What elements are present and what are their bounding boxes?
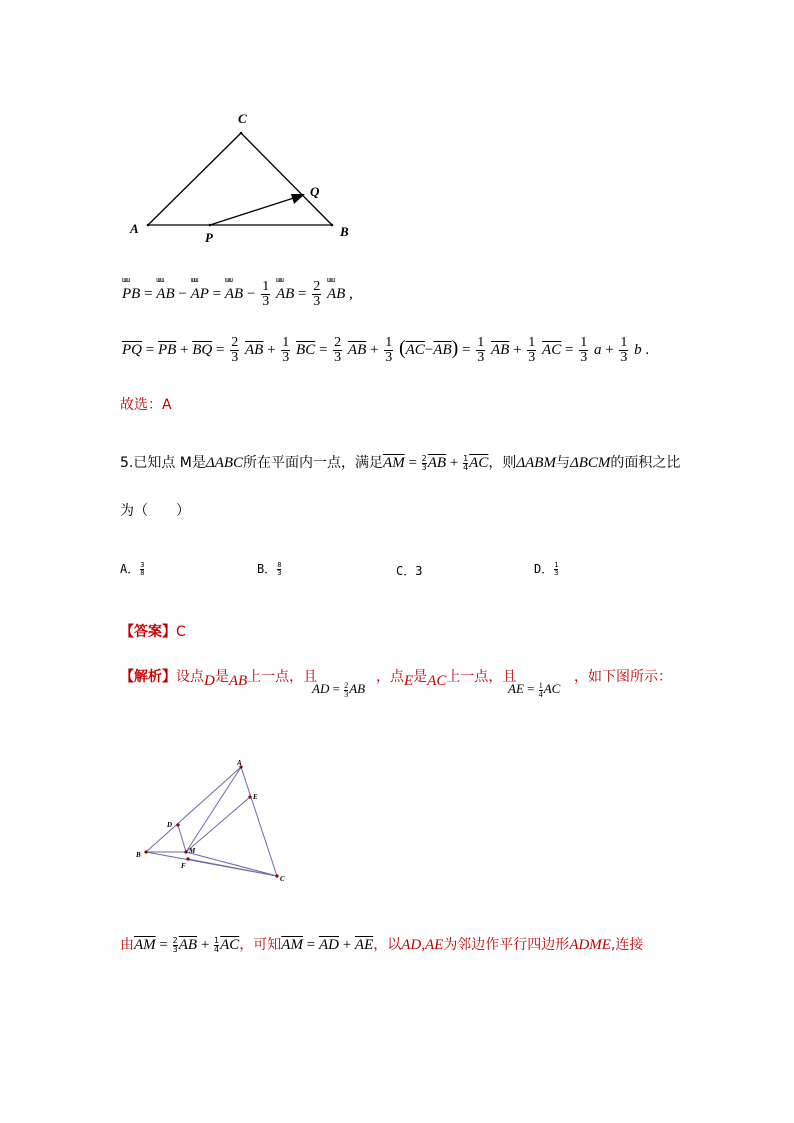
fig2-label-E: E	[253, 793, 258, 801]
analysis-eq-ae: AE = $\frac{1}{4}$ AC	[508, 680, 561, 699]
question-5-line1: 5.已知点 M是ΔABC所在平面内一点，满足$\overline{AM}$ = $\frac{2}{3}$ $\overline{AB}$ + $\frac{1}{4}$ $\overline{AC}$，则ΔABM与ΔBCM的面积之比	[120, 453, 681, 472]
figure-triangle-pq	[120, 105, 360, 250]
prev-answer: 故选：A	[120, 397, 172, 413]
equation-pq: $\overline{PQ} = \overline{PB} + \overline{BQ}$ = $\frac{2}{3}$ $\overline{AB}$ + $\frac{1}{3}$ $\overline{BC}$ = $\frac{2}{3}$ $\overline{AB}$ + $\frac{1}{3}$ $(\overline{AC}-\overline{AB})$ = $\frac{1}{3}$ $\overline{AB}$ + $\frac{1}{3}$ $\overline{AC}$ = $\frac{1}{3}$ a + $\frac{1}{3}$ b .	[122, 335, 650, 365]
question-5-line2: 为（ ）	[120, 503, 190, 519]
option-c[interactable]: C．3	[396, 564, 423, 578]
analysis-line-part2: ，点E是AC上一点，且	[376, 669, 517, 689]
label-A: A	[130, 221, 139, 236]
label-C: C	[238, 111, 247, 126]
last-line: 由$\overline{AM}$ = $\frac{2}{3}$ $\overline{AB}$ + $\frac{1}{4}$ $\overline{AC}$，可知$\overline{AM} = \overline{AD} + \overline{AE}$，以AD,AE为邻边作平行四边形ADME,连接	[120, 935, 644, 954]
fraction-two-thirds: $\frac{2}{3}$	[313, 279, 321, 309]
fig2-label-A: A	[237, 759, 242, 767]
equation-pb: ɯɯ PB = ɯɯ AB − ɯɯ AP = ɯɯ AB − $\frac{1}{3}$ ɯɯ AB = $\frac{2}{3}$ ɯɯ AB ,	[122, 275, 353, 309]
label-Q: Q	[310, 184, 320, 199]
fraction-one-third: $\frac{1}{3}$	[262, 279, 270, 309]
fig2-label-F: F	[181, 862, 186, 870]
analysis-eq-ad: AD = $\frac{2}{3}$ AB	[312, 680, 366, 699]
fig2-label-B: B	[136, 851, 141, 859]
fig2-label-C: C	[280, 875, 285, 883]
label-B: B	[340, 224, 349, 239]
fig2-label-D: D	[167, 821, 173, 829]
analysis-line-part3: ，如下图所示：	[574, 669, 672, 685]
option-b[interactable]: B． $\frac{8}{3}$	[257, 561, 282, 577]
fig2-label-M: M	[189, 847, 196, 855]
answer-line: 【答案】C	[120, 624, 186, 640]
option-d[interactable]: D． $\frac{1}{3}$	[534, 561, 559, 577]
figure-triangle-admef	[130, 755, 300, 890]
option-a[interactable]: A． $\frac{3}{8}$	[120, 561, 145, 577]
analysis-line: 【解析】设点D是AB上一点，且	[120, 669, 318, 689]
label-P: P	[205, 230, 213, 245]
